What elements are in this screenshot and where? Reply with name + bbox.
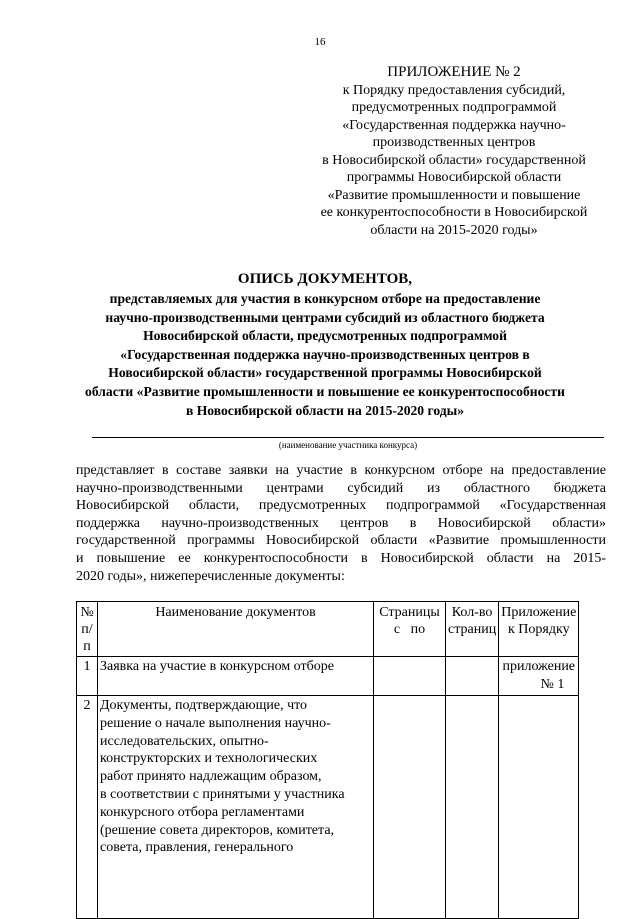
header-pages-line: Страницы [379, 605, 440, 620]
annex-cell [499, 657, 579, 696]
appendix-line: предусмотренных подпрограммой [351, 100, 557, 115]
appendix-line: области на 2015-2020 годы» [370, 222, 538, 238]
document-name-line: конкурсного отбора регламентами [100, 804, 305, 820]
header-name-line: Наименование документов [155, 605, 316, 620]
document-name-line: Документы, подтверждающие, что [100, 698, 308, 713]
count-cell [446, 657, 499, 696]
title-line: в Новосибирской области на 2015-2020 годы» [185, 402, 465, 418]
row-number: 1 [77, 657, 98, 696]
body-paragraph [76, 462, 606, 585]
body-line: и повышение ее конкурентоспособности в Новосибирской области на 2015- [76, 550, 606, 566]
table-header-row [77, 602, 579, 657]
document-name [98, 696, 374, 919]
title-line: «Государственная поддержка научно-производственных центров в [120, 346, 530, 362]
body-line: 2020 годы», нижеперечисленные документы: [76, 568, 345, 584]
header-pages-line: с по [393, 622, 426, 637]
title-line: представляемых для участия в конкурсном отборе на предоставление [109, 291, 541, 306]
header-annex-line: Приложение [501, 605, 577, 620]
appendix-line: программы Новосибирской области [346, 170, 562, 185]
document-name-line: (решение совета директоров, комитета, [100, 822, 335, 838]
document-name [98, 657, 374, 696]
appendix-line: производственных центров [372, 135, 536, 150]
appendix-line: ее конкурентоспособности в Новосибирской [320, 205, 588, 220]
annex-cell [499, 696, 579, 919]
header-num [77, 602, 98, 657]
pages-cell [374, 696, 446, 919]
participant-caption: (наименование участника конкурса) [278, 440, 418, 450]
header-num-line: № [80, 605, 94, 620]
appendix-line: в Новосибирской области» государственной [322, 152, 586, 168]
body-line: государственной программы Новосибирской области «Развитие промышленности [76, 533, 606, 549]
appendix-line: «Государственная поддержка научно- [342, 117, 566, 133]
header-num-line: п/п [81, 622, 93, 654]
body-line: поддержка научно-производственных центров в Новосибирской области» [76, 515, 606, 531]
page-number: 16 [314, 36, 326, 48]
header-pages [374, 602, 446, 657]
documents-table [76, 601, 579, 919]
header-count-line: Кол-во [451, 605, 493, 620]
title-line: Новосибирской области» государственной программы Новосибирской [108, 365, 542, 381]
appendix-line: к Порядку предоставления субсидий, [342, 82, 566, 98]
body-line: представляет в составе заявки на участие в конкурсном отборе на предоставление [76, 463, 606, 478]
table-row [77, 657, 579, 696]
body-line: Новосибирской области, предусмотренных подпрограммой «Государственная [76, 498, 606, 514]
header-name [98, 602, 374, 657]
appendix-block [304, 64, 604, 239]
document-name-line: конструкторских и технологических [100, 751, 318, 767]
document-name-line: работ принято надлежащим образом, [100, 769, 322, 785]
pages-cell [374, 657, 446, 696]
document-name-line: в соответствии с принятыми у участника [100, 786, 345, 802]
document-name-line: исследовательских, опытно- [100, 733, 269, 749]
appendix-heading: ПРИЛОЖЕНИЕ № 2 [387, 64, 521, 80]
title-line: области «Развитие промышленности и повышение ее конкурентоспособности [85, 383, 565, 399]
table-row [77, 696, 579, 919]
title-line: научно-производственными центрами субсидий из областного бюджета [105, 309, 545, 325]
document-name-line: решение о начале выполнения научно- [100, 715, 331, 731]
title-line: Новосибирской области, предусмотренных подпрограммой [143, 328, 507, 344]
annex-line: № 1 [540, 676, 565, 692]
header-annex-line: к Порядку [507, 622, 570, 637]
document-name-line: совета, правления, генерального [100, 840, 294, 856]
header-count-line: страниц [448, 622, 497, 637]
annex-line: приложение [502, 659, 576, 674]
count-cell [446, 696, 499, 919]
body-line: научно-производственными центрами субсидий из областного бюджета [76, 480, 606, 496]
document-title [60, 268, 590, 420]
header-annex [499, 602, 579, 657]
row-number: 2 [77, 696, 98, 919]
participant-name-line [92, 437, 604, 438]
header-count [446, 602, 499, 657]
main-title: ОПИСЬ ДОКУМЕНТОВ, [237, 271, 413, 287]
document-name-line: Заявка на участие в конкурсном отборе [100, 659, 334, 674]
appendix-line: «Развитие промышленности и повышение [327, 187, 581, 203]
